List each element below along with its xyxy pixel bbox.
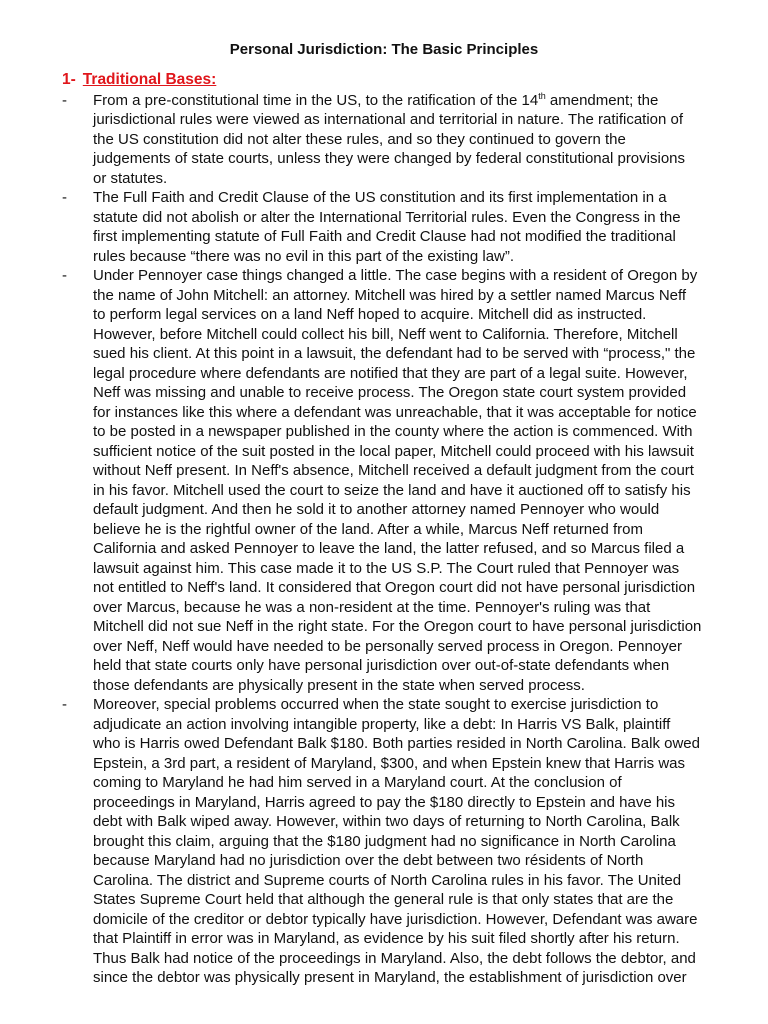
bullet-paragraph	[62, 188, 722, 266]
paragraph-line: since the debtor was physically present in Maryland, the establishment of jurisdiction over	[93, 969, 687, 986]
document-body	[62, 91, 722, 988]
paragraph-line: judgements of state courts, unless they were changed by federal constitutional provisions	[93, 150, 686, 167]
paragraph-line: default judgment. And then he sold it to another attorney named Pennoyer who would	[93, 501, 660, 518]
bullet-paragraph	[62, 266, 722, 695]
paragraph-line: coming to Maryland he had him served in a Maryland court. At the conclusion of	[93, 774, 622, 791]
paragraph-line: proceedings in Maryland, Harris agreed to pay the $180 directly to Epstein and have his	[93, 793, 676, 811]
paragraph-line: California and asked Pennoyer to leave the land, the latter refused, and so Marcus filed a	[93, 540, 685, 557]
bullet-dash: -	[62, 267, 67, 284]
paragraph-line: over Neff, Neff would have needed to be personally served process in Oregon. Pennoyer	[93, 637, 682, 655]
paragraph-line: for instances like this where a defendant was unreachable, that it was acceptable for notice	[93, 403, 697, 421]
paragraph-line: Neff was missing and unable to receive process. The Oregon state court system provided	[93, 384, 687, 401]
paragraph-line: lawsuit against him. This case made it to the US S.P. The Court ruled that Pennoyer was	[93, 559, 680, 577]
paragraph-line: States Supreme Court held that although the general rule is that only states that are the	[93, 891, 674, 908]
bullet-paragraph	[62, 695, 722, 988]
paragraph-line: The Full Faith and Credit Clause of the US constitution and its first implementation in a	[93, 189, 667, 206]
paragraph-line: because Maryland had no jurisdiction over the debt between two résidents of North	[93, 852, 644, 869]
paragraph-line: first implementing statute of Full Faith and Credit Clause had not modified the traditional	[93, 228, 676, 245]
paragraph-line: sufficient notice of the suit posted in the local paper, Mitchell could proceed with his lawsuit	[93, 442, 694, 460]
paragraph-line: Carolina. The district and Supreme courts of North Carolina rules in his favor. The United	[93, 871, 682, 889]
paragraph-line: to perform legal services on a land Neff hoped to acquire. Mitchell did as instructed.	[93, 306, 647, 323]
text-run: From a pre-constitutional time in the US, to the ratification of the 14	[93, 91, 539, 109]
paragraph-line: without Neff present. In Neff's absence, Mitchell received a default judgment from the court	[93, 462, 694, 479]
paragraph-line: Moreover, special problems occurred when the state sought to exercise jurisdiction to	[93, 696, 659, 713]
paragraph-line: statute did not abolish or alter the International Territorial rules. Even the Congress in the	[93, 208, 681, 226]
paragraph-line	[93, 91, 722, 111]
paragraph-line: domicile of the creditor or debtor typically have jurisdiction. However, Defendant was aware	[93, 910, 698, 928]
section-number: 1-	[62, 71, 76, 88]
paragraph-line: debt with Balk wiped away. However, within two days of returning to North Carolina, Balk	[93, 813, 680, 830]
document-title: Personal Jurisdiction: The Basic Principles	[229, 41, 539, 58]
paragraph-line: brought this claim, arguing that the $180 judgment had no significance in North Carolina	[93, 832, 676, 850]
paragraph-line: held that state courts only have personal jurisdiction over out-of-state defendants when	[93, 657, 670, 674]
bullet-paragraph	[62, 91, 722, 189]
paragraph-line: those defendants are physically present in the state when served process.	[93, 676, 585, 694]
paragraph-line: who is Harris owed Defendant Balk $180. Both parties resided in North Carolina. Balk owed	[93, 735, 700, 752]
paragraph-line: not entitled to Neff's land. It considered that Oregon court did not have personal jurisdiction	[93, 579, 696, 596]
paragraph-line: the name of John Mitchell: an attorney. Mitchell was hired by a settler named Marcus Neff	[93, 286, 687, 304]
paragraph-line: Thus Balk had notice of the proceedings in Maryland. Also, the debt follows the debtor, and	[93, 949, 696, 967]
bullet-dash: -	[62, 696, 67, 713]
paragraph-line: adjudicate an action involving intangible property, like a debt: In Harris VS Balk, plaintiff	[93, 715, 671, 733]
paragraph-line: rules because “there was no evil in this part of the existing law”.	[93, 247, 515, 265]
paragraph-line: sued his client. At this point in a lawsuit, the defendant had to be served with “process," the	[93, 345, 696, 362]
text-run: amendment; the	[545, 91, 659, 109]
paragraph-line: Under Pennoyer case things changed a little. The case begins with a resident of Oregon by	[93, 267, 698, 284]
paragraph-line: to be posted in a newspaper published in the county where the action is commenced. With	[93, 423, 693, 440]
paragraph-line: Mitchell did not sue Neff in the right state. For the Oregon court to have personal jurisdiction	[93, 618, 702, 635]
paragraph-line: jurisdictional rules were viewed as international and territorial in nature. The ratification of	[93, 111, 684, 128]
paragraph-line: that Plaintiff in error was in Maryland, as evidence by his suit filed shortly after his return.	[93, 930, 680, 947]
paragraph-line: or statutes.	[93, 169, 168, 187]
bullet-dash: -	[62, 91, 67, 109]
paragraph-line: over Marcus, because he was a non-resident at the time. Pennoyer's ruling was that	[93, 598, 651, 616]
paragraph-line: the US constitution did not alter these rules, and so they continued to govern the	[93, 130, 626, 148]
section-heading	[62, 71, 216, 89]
section-label: Traditional Bases:	[82, 71, 217, 88]
paragraph-line: legal procedure where defendants are notified that they are part of a legal suite. However,	[93, 364, 688, 382]
paragraph-line: in his favor. Mitchell used the court to seize the land and have it auctioned off to satisfy his	[93, 481, 691, 499]
paragraph-line: However, before Mitchell could collect his bill, Neff went to California. Therefore, Mitchell	[93, 325, 678, 343]
paragraph-line: believe he is the rightful owner of the land. After a while, Marcus Neff returned from	[93, 520, 644, 538]
paragraph-line: Epstein, a 3rd part, a resident of Maryland, $300, and when Epstein knew that Harris was	[93, 754, 685, 772]
bullet-dash: -	[62, 189, 67, 206]
superscript: th	[538, 90, 546, 101]
